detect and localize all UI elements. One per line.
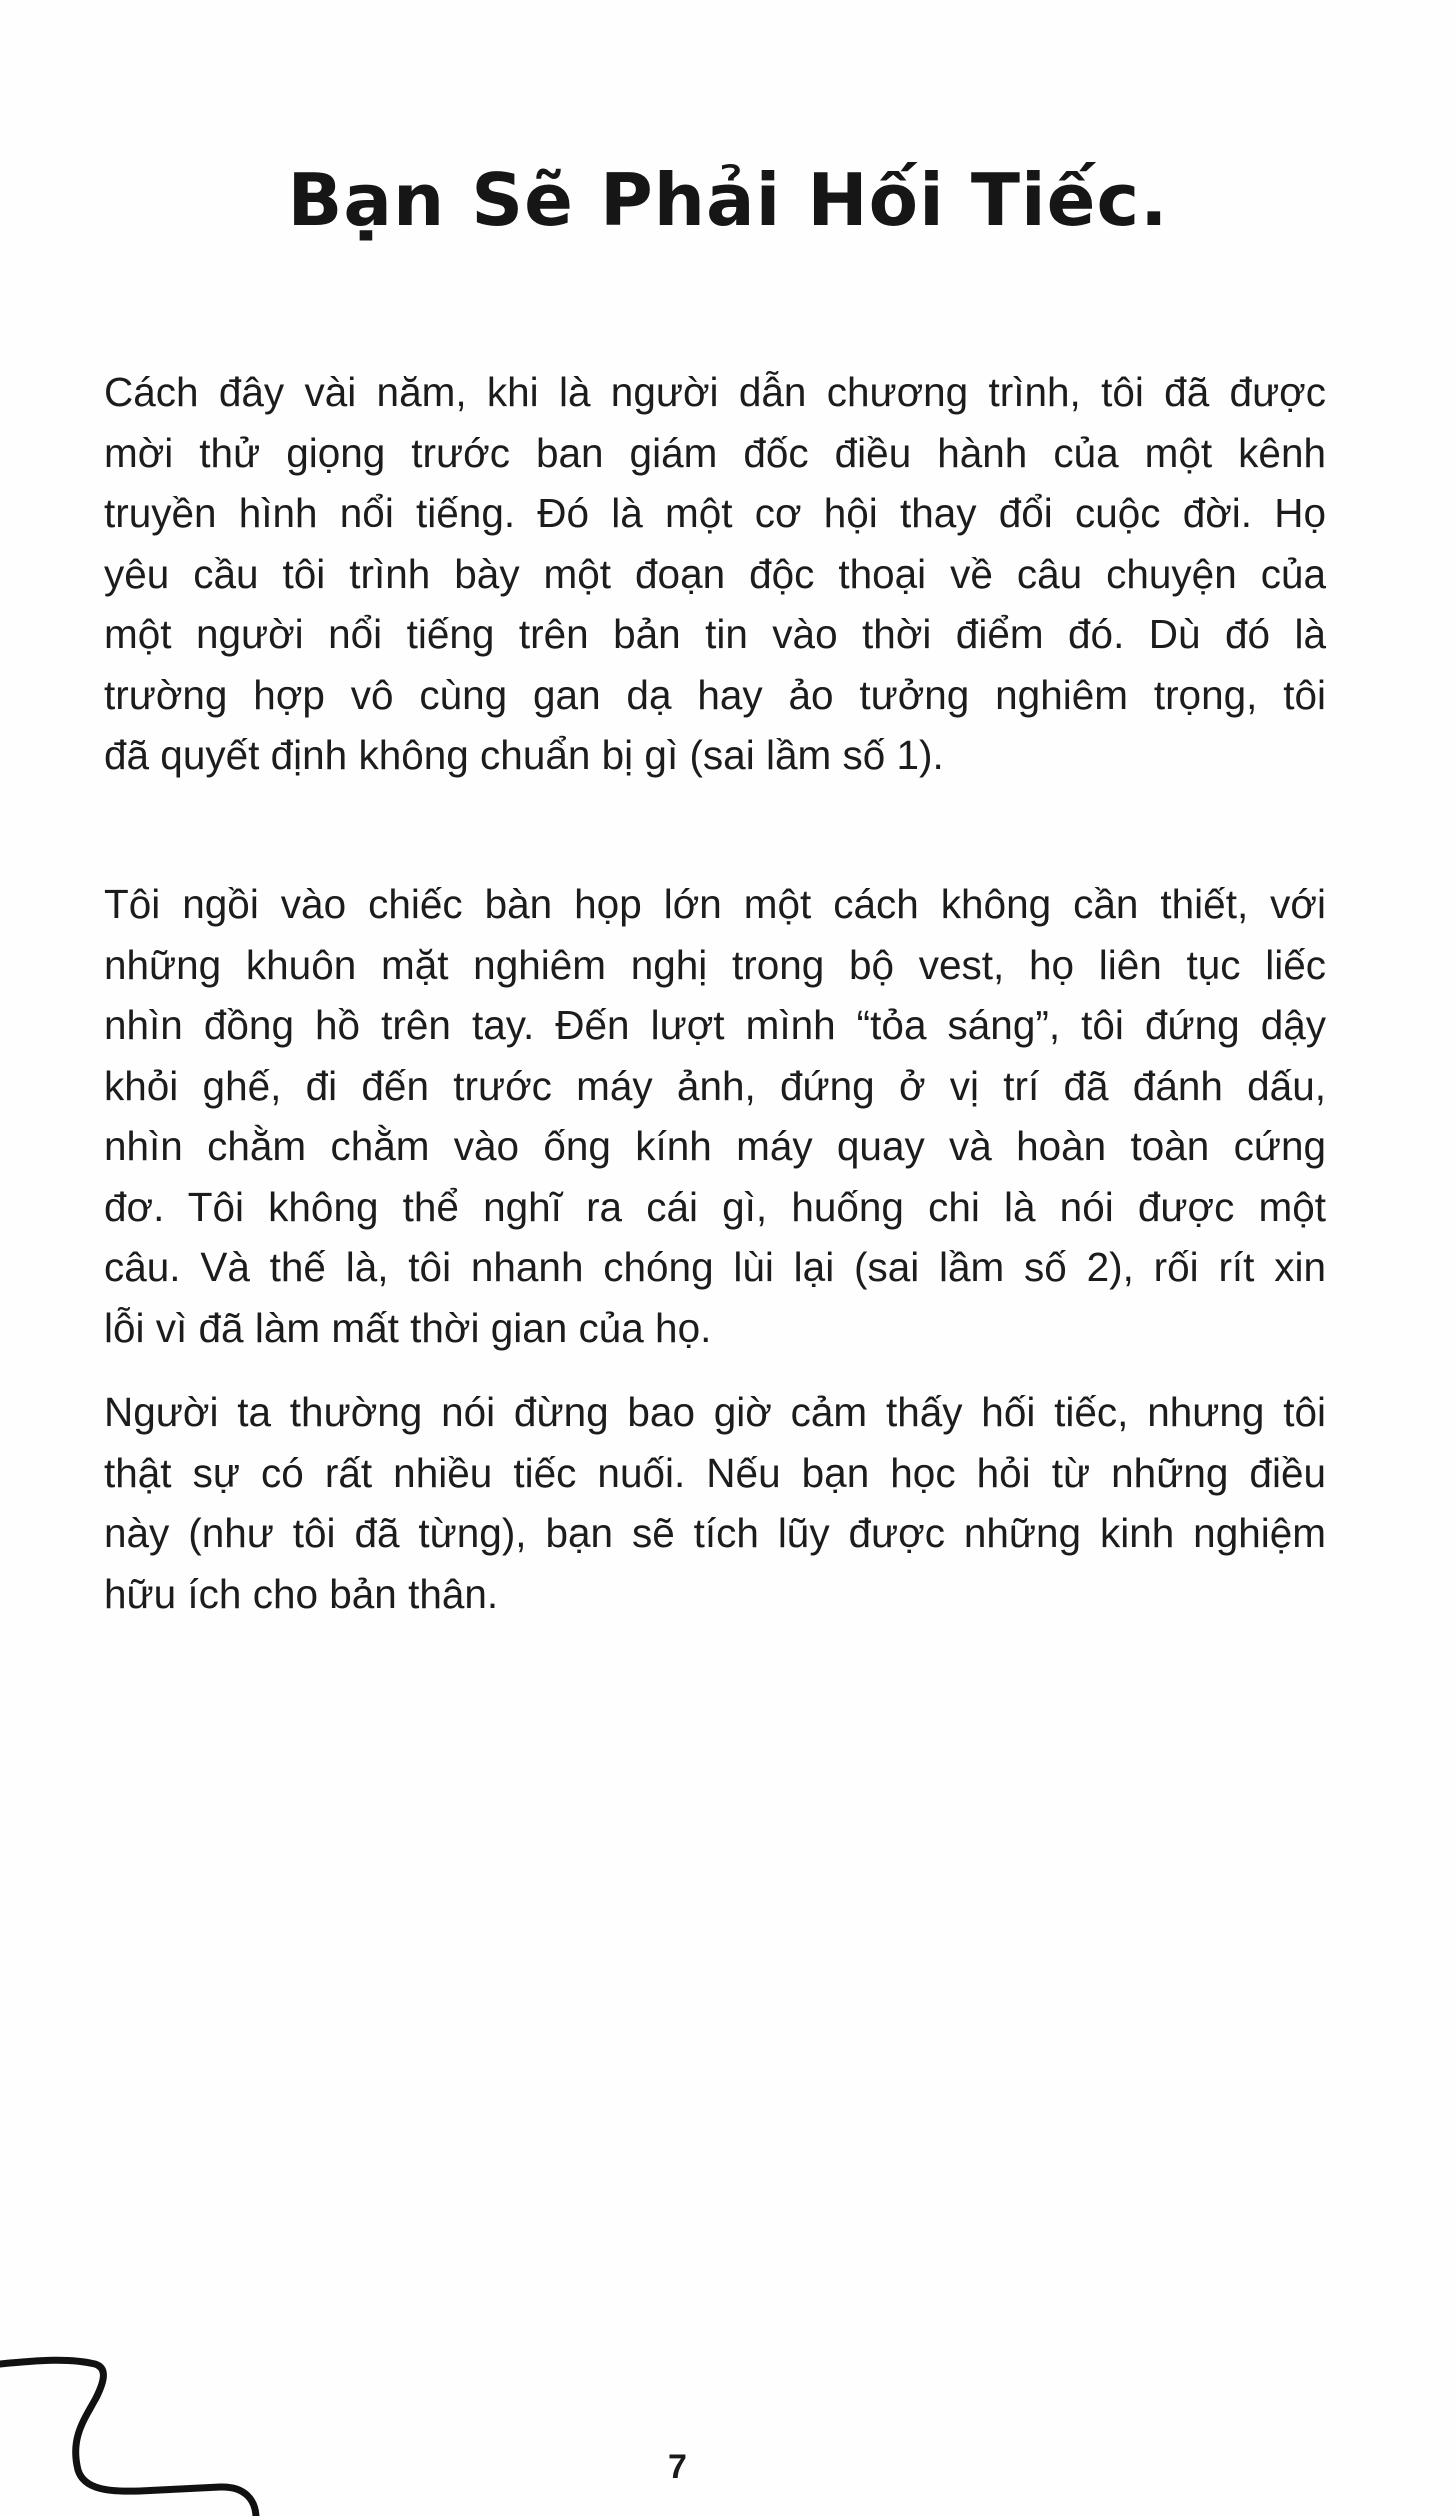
text-line: yêu cầu tôi trình bày một đoạn độc thoại về câu chuyện của xyxy=(104,550,1326,597)
text-line: lỗi vì đã làm mất thời gian của họ. xyxy=(104,1304,712,1351)
text-line: truyền hình nổi tiếng. Đó là một cơ hội thay đổi cuộc đời. Họ xyxy=(104,490,1326,536)
text-line: đơ. Tôi không thể nghĩ ra cái gì, huống chi là nói được một xyxy=(104,1183,1326,1230)
text-line: đã quyết định không chuẩn bị gì (sai lầm số 1). xyxy=(104,732,944,778)
text-line: Cách đây vài năm, khi là người dẫn chương trình, tôi đã được xyxy=(104,369,1326,415)
text-line: nhìn đồng hồ trên tay. Đến lượt mình “tỏa sáng”, tôi đứng dậy xyxy=(104,1002,1326,1048)
text-line: những khuôn mặt nghiêm nghị trong bộ vest, họ liên tục liếc xyxy=(104,941,1326,988)
squiggle-line-icon xyxy=(0,2340,420,2516)
paragraph-1 xyxy=(104,362,1326,786)
text-line: Tôi ngồi vào chiếc bàn họp lớn một cách không cần thiết, với xyxy=(104,881,1326,927)
text-line: Người ta thường nói đừng bao giờ cảm thấy hối tiếc, nhưng tôi xyxy=(104,1389,1326,1435)
text-line: một người nổi tiếng trên bản tin vào thời điểm đó. Dù đó là xyxy=(104,611,1326,657)
text-line: hữu ích cho bản thân. xyxy=(104,1570,499,1617)
text-line: thật sự có rất nhiều tiếc nuối. Nếu bạn học hỏi từ những điều xyxy=(104,1449,1326,1496)
text-line: mời thử giọng trước ban giám đốc điều hành của một kênh xyxy=(104,429,1326,476)
paragraph-3 xyxy=(104,1382,1326,1624)
paragraph-2 xyxy=(104,874,1326,1358)
page-title: Bạn Sẽ Phải Hối Tiếc. xyxy=(287,158,1169,242)
text-line: khỏi ghế, đi đến trước máy ảnh, đứng ở vị trí đã đánh dấu, xyxy=(104,1062,1326,1109)
text-line: câu. Và thế là, tôi nhanh chóng lùi lại (sai lầm số 2), rối rít xin xyxy=(104,1244,1326,1290)
text-line: nhìn chằm chằm vào ống kính máy quay và hoàn toàn cứng xyxy=(104,1123,1326,1169)
text-line: này (như tôi đã từng), bạn sẽ tích lũy được những kinh nghiệm xyxy=(104,1510,1326,1556)
text-line: trường hợp vô cùng gan dạ hay ảo tưởng nghiêm trọng, tôi xyxy=(104,671,1326,718)
page-number: 7 xyxy=(668,2448,687,2486)
